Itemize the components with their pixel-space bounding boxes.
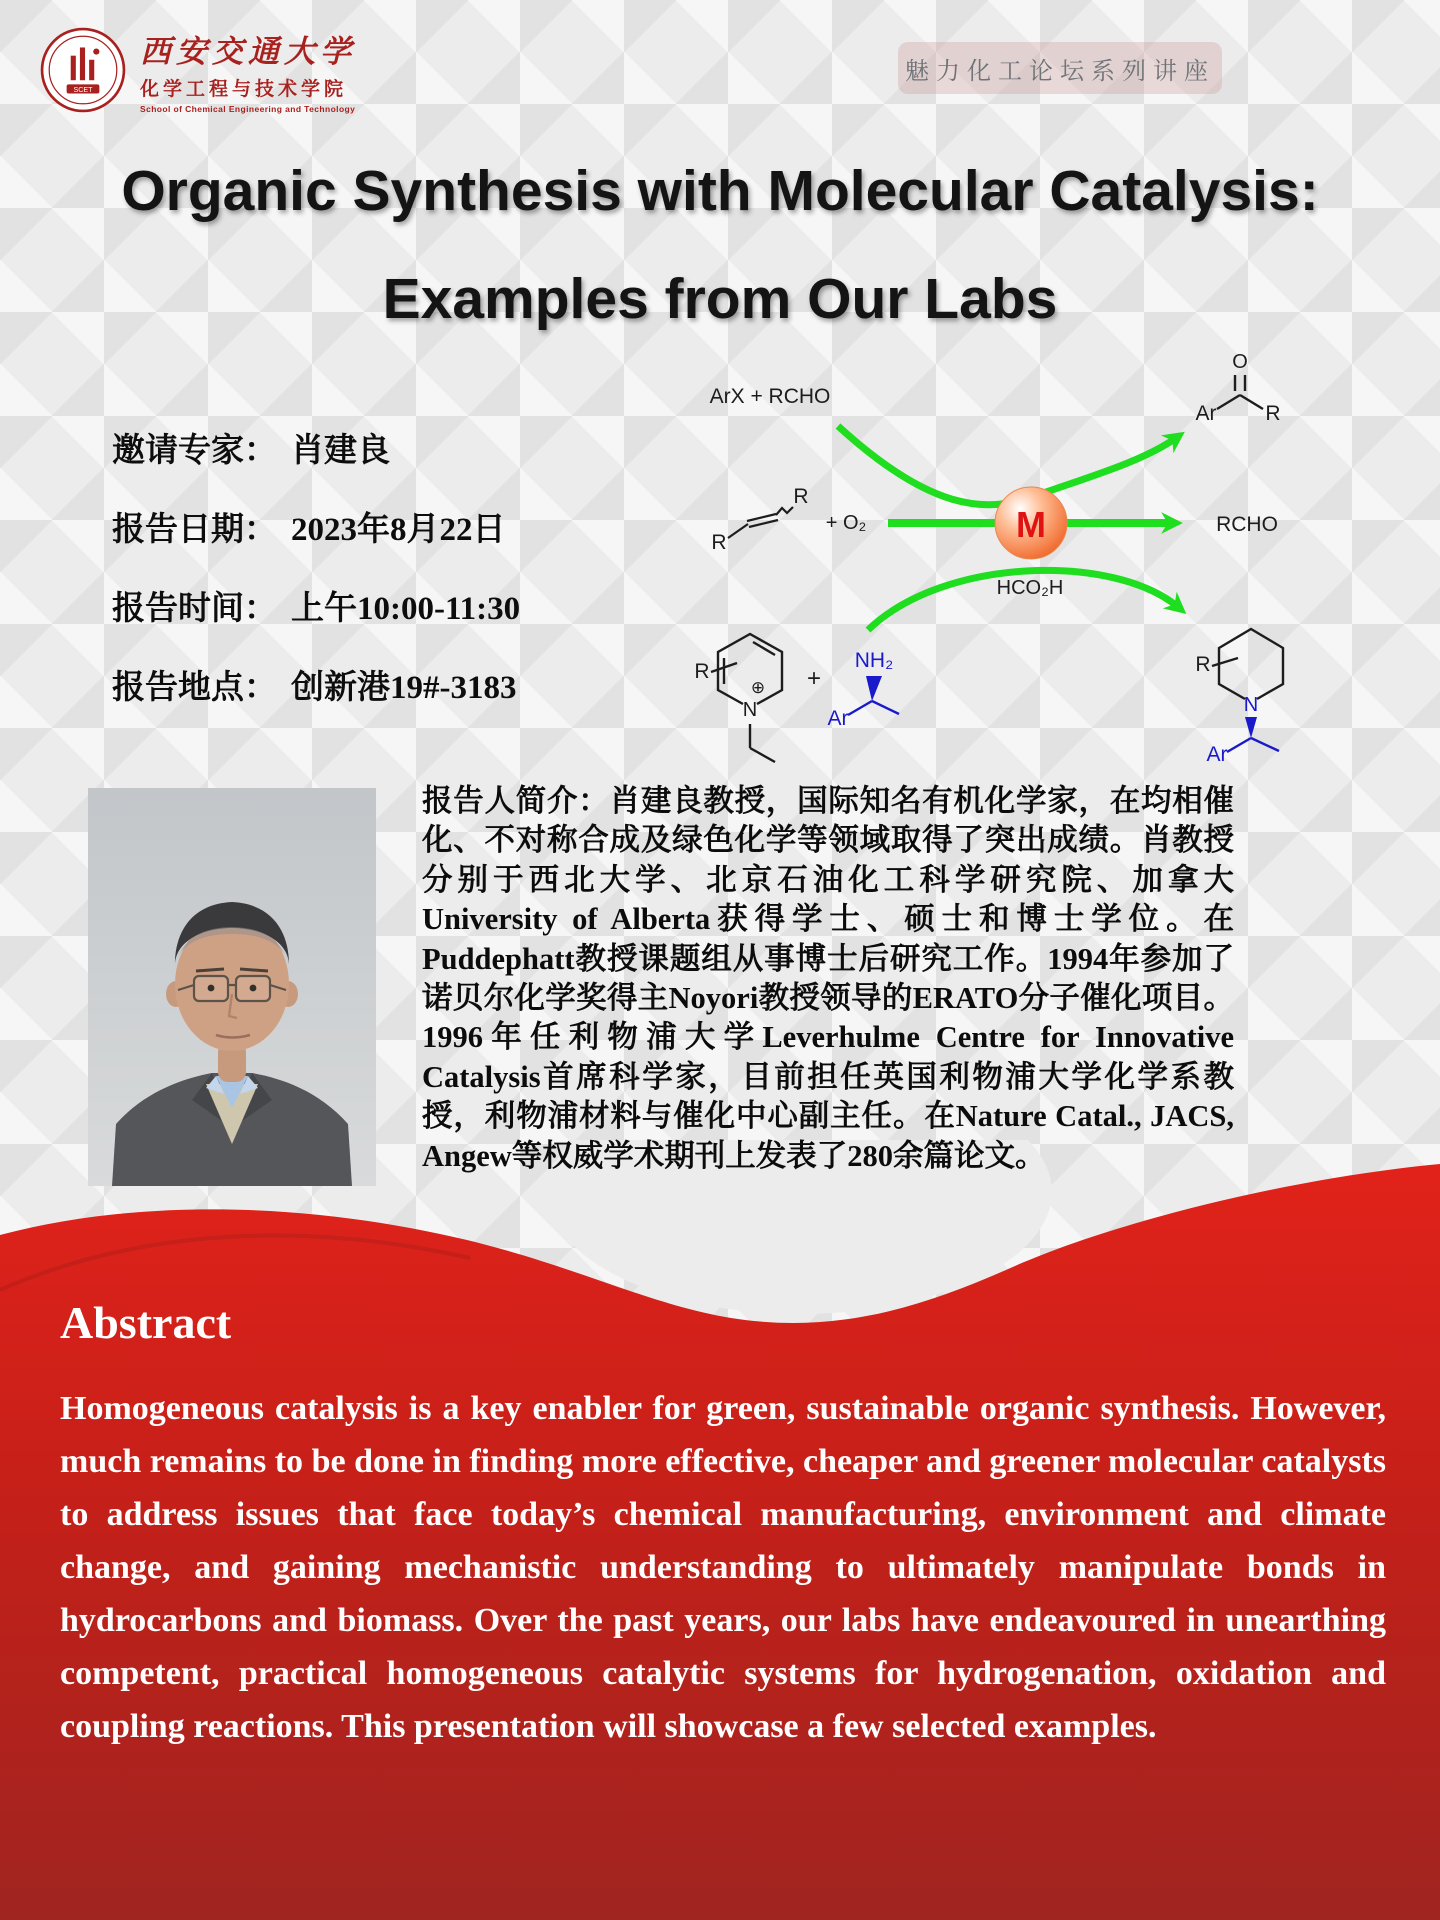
abstract-heading: Abstract bbox=[60, 1297, 232, 1348]
seminar-info bbox=[112, 424, 520, 740]
piperidine-n-substituent bbox=[1227, 717, 1279, 752]
amine-structure bbox=[848, 676, 899, 715]
info-row-location bbox=[112, 661, 520, 708]
piperidine-ar-label: Ar bbox=[1206, 743, 1228, 766]
logo-text-block bbox=[140, 26, 356, 114]
ketone-r-label: R bbox=[1265, 402, 1281, 425]
poster-title-line-1: Organic Synthesis with Molecular Catalysis: bbox=[121, 159, 1319, 223]
info-label: 报告地点： bbox=[112, 668, 277, 705]
seal-text: SCET bbox=[73, 86, 93, 95]
info-value: 肖建良 bbox=[291, 433, 390, 469]
catalyst-label: M bbox=[1016, 504, 1046, 545]
ketone-o-label: O bbox=[1232, 351, 1248, 373]
university-name: 西安交通大学 bbox=[140, 34, 356, 69]
info-value: 创新港19#-3183 bbox=[291, 670, 517, 706]
piperidine-n-label: N bbox=[1243, 694, 1259, 716]
alkene-structure bbox=[728, 507, 793, 538]
speaker-photo bbox=[88, 788, 376, 1186]
school-name: 化学工程与技术学院 bbox=[140, 79, 348, 100]
abstract-text: Homogeneous catalysis is a key enabler for green, sustainable organic synthesis. However, much remains to be done in finding more effective, cheaper and greener molecular catalysts to address issues that face today’s chemical manufacturing, environment and climate change, and gaining mechanistic understanding to ultimately manipulate bonds in hydrocarbons and biomass. Over the past years, our labs have endeavoured in unearthing competent, practical homogeneous catalytic systems for hydrogenation, oxidation and coupling reactions. This presentation will showcase a few selected examples. bbox=[60, 1390, 1386, 1745]
rcho-product-label: RCHO bbox=[1216, 513, 1278, 536]
speaker-bio-text: 报告人简介：肖建良教授，国际知名有机化学家，在均相催化、不对称合成及绿色化学等领域取得了突出成绩。肖教授分别于西北大学、北京石油化工科学研究院、加拿大University of Alberta获得学士、硕士和博士学位。在Puddephatt教授课题组从事博士后研究工作。1994年参加了诺贝尔化学奖得主Noyori教授领导的ERATO分子催化项目。1996年任利物浦大学Leverhulme Centre for Innovative Catalysis首席科学家，目前担任英国利物浦大学化学系教授，利物浦材料与催化中心副主任。在Nature Catal., JACS, Angew等权威学术期刊上发表了280余篇论文。 bbox=[422, 784, 1234, 1173]
school-logo bbox=[40, 26, 356, 114]
pyridinium-structure bbox=[711, 634, 782, 762]
amine-ar-label: Ar bbox=[827, 707, 849, 730]
piperidine-r-label: R bbox=[1195, 653, 1211, 676]
school-name-en: School of Chemical Engineering and Technology bbox=[140, 104, 356, 114]
info-row-speaker bbox=[112, 424, 520, 471]
alkene-r-bottom-label: R bbox=[711, 531, 727, 554]
university-seal-icon bbox=[40, 27, 126, 113]
reaction-scheme-diagram bbox=[680, 350, 1320, 780]
info-label: 报告日期： bbox=[112, 510, 277, 547]
series-badge: 魅力化工论坛系列讲座 bbox=[898, 42, 1222, 94]
plus-sign: + bbox=[806, 665, 822, 692]
alkene-r-top-label: R bbox=[793, 485, 809, 508]
info-label: 报告时间： bbox=[112, 589, 277, 626]
ketone-structure bbox=[1217, 375, 1263, 409]
info-row-date bbox=[112, 503, 520, 550]
piperidine-structure bbox=[1212, 629, 1283, 699]
pyridinium-charge-icon: ⊕ bbox=[750, 678, 766, 697]
pyridinium-n-label: N bbox=[742, 699, 758, 721]
hco2h-label: HCO₂H bbox=[996, 577, 1064, 599]
pyridinium-r-label: R bbox=[694, 660, 710, 683]
info-value: 上午10:00-11:30 bbox=[291, 591, 521, 627]
info-label: 邀请专家： bbox=[112, 431, 277, 468]
scheme-label-arx-rcho: ArX + RCHO bbox=[709, 385, 831, 408]
poster-title-line-2: Examples from Our Labs bbox=[382, 267, 1058, 331]
green-arrow-top bbox=[838, 426, 1176, 505]
ketone-ar-label: Ar bbox=[1195, 402, 1217, 425]
info-row-time bbox=[112, 582, 520, 629]
amine-nh2-label: NH₂ bbox=[854, 649, 894, 672]
plus-o2-label: + O₂ bbox=[825, 512, 867, 534]
info-value: 2023年8月22日 bbox=[291, 512, 506, 548]
